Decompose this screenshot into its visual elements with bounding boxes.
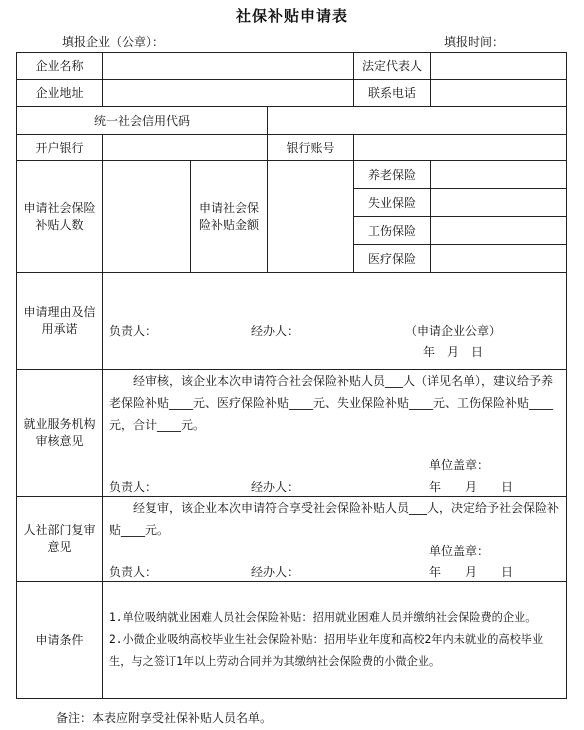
review-seal-label: 单位盖章： [429,458,490,472]
unemployment-insurance-field[interactable] [431,189,567,217]
phone-field[interactable] [431,80,567,107]
unemployment-insurance-label: 失业保险 [354,189,431,217]
apply-count-field[interactable] [103,161,191,273]
conditions-block [103,582,567,699]
company-name-label: 企业名称 [17,53,103,80]
review-text: 经审核，该企业本次申请符合社会保险补贴人员___人（详见名单），建议给予养老保险补贴____元、医疗保险补贴____元、失业保险补贴____元、工伤保险补贴____元，合计____元。 [109,374,554,432]
conditions-label: 申请条件 [17,582,103,699]
review-label: 就业服务机构审核意见 [17,370,103,497]
condition-item-1: 1.单位吸纳就业困难人员社会保险补贴：招用就业困难人员并缴纳社会保险费的企业。 [109,611,537,624]
reason-date: 年 月 日 [423,345,484,359]
medical-insurance-field[interactable] [431,245,567,273]
reason-block[interactable] [103,273,567,370]
company-name-field[interactable] [103,53,354,80]
condition-item-2: 2.小微企业吸纳高校毕业生社会保险补贴：招用毕业年度和高校2年内未就业的高校毕业生，与之签订1年以上劳动合同并为其缴纳社会保险费的小微企业。 [109,633,544,668]
credit-code-label: 统一社会信用代码 [17,107,268,135]
company-address-label: 企业地址 [17,80,103,107]
reason-responsible-label: 负责人： [109,324,158,338]
medical-insurance-label: 医疗保险 [354,245,431,273]
reason-label: 申请理由及信用承诺 [17,273,103,370]
form-title: 社保补贴申请表 [235,7,348,25]
apply-count-label: 申请社会保险补贴人数 [17,161,103,273]
reason-handler-label: 经办人： [251,324,300,338]
legal-rep-label: 法定代表人 [354,53,431,80]
review-handler-label: 经办人： [251,480,300,494]
recheck-seal-label: 单位盖章： [429,544,490,558]
bank-label: 开户银行 [17,135,103,161]
injury-insurance-field[interactable] [431,217,567,245]
review-responsible-label: 负责人： [109,480,158,494]
injury-insurance-label: 工伤保险 [354,217,431,245]
fill-time-label: 填报时间： [444,35,505,49]
application-form-table [16,52,567,699]
review-block[interactable] [103,370,567,497]
review-date: 年 月 日 [429,480,514,494]
bank-field[interactable] [103,135,268,161]
bank-account-label: 银行账号 [268,135,354,161]
bank-account-field[interactable] [354,135,567,161]
footnote: 备注：本表应附享受社保补贴人员名单。 [56,711,273,725]
company-seal-label: 填报企业（公章）： [62,35,165,49]
apply-amount-label: 申请社会保险补贴金额 [191,161,268,273]
recheck-label: 人社部门复审意见 [17,497,103,582]
recheck-date: 年 月 日 [429,565,514,579]
credit-code-field[interactable] [268,107,567,135]
apply-amount-field[interactable] [268,161,354,273]
pension-insurance-label: 养老保险 [354,161,431,189]
reason-seal-label: （申请企业公章） [405,324,502,338]
recheck-responsible-label: 负责人： [109,565,158,579]
phone-label: 联系电话 [354,80,431,107]
legal-rep-field[interactable] [431,53,567,80]
recheck-text: 经复审，该企业本次申请符合享受社会保险补贴人员___人，决定给予社会保险补贴____元。 [109,501,560,537]
recheck-block[interactable] [103,497,567,582]
pension-insurance-field[interactable] [431,161,567,189]
recheck-handler-label: 经办人： [251,565,300,579]
company-address-field[interactable] [103,80,354,107]
